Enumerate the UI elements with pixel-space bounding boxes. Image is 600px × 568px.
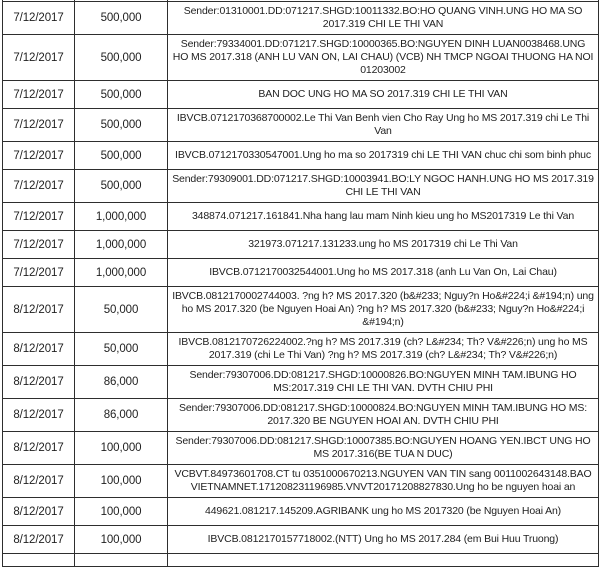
table-row — [3, 526, 599, 554]
table-row — [3, 109, 599, 142]
description-cell: IBVCB.0712170330547001.Ung ho ma so 2017319 chi LE THI VAN chuc chi som binh phuc — [168, 142, 599, 170]
amount-cell: 500,000 — [75, 81, 168, 109]
description-cell: Sender:79307006.DD:081217.SHGD:10007385.BO:NGUYEN HOANG YEN.IBCT UNG HO MS 2017.316(BE TUA N DUC) — [168, 432, 599, 465]
amount-cell: 100,000 — [75, 465, 168, 498]
table-row — [3, 366, 599, 399]
date-cell: 8/12/2017 — [3, 432, 75, 465]
date-cell: 7/12/2017 — [3, 231, 75, 259]
table-row — [3, 259, 599, 287]
amount-cell: 500,000 — [75, 142, 168, 170]
amount-cell: 86,000 — [75, 399, 168, 432]
amount-cell: 1,000,000 — [75, 203, 168, 231]
amount-cell: 500,000 — [75, 170, 168, 203]
date-cell: 7/12/2017 — [3, 81, 75, 109]
table-row — [3, 81, 599, 109]
amount-cell: 500,000 — [75, 109, 168, 142]
table-row — [3, 287, 599, 333]
table-row — [3, 465, 599, 498]
description-cell: IBVCB.0712170032544001.Ung ho MS 2017.318 (anh Lu Van On, Lai Chau) — [168, 259, 599, 287]
table-row — [3, 399, 599, 432]
amount-cell: 500,000 — [75, 2, 168, 35]
description-cell: Sender:79307006.DD:081217.SHGD:10000824.BO:NGUYEN MINH TAM.IBUNG HO MS: 2017.320 BE NGUYEN HOAI AN. DVTH CHIU PHI — [168, 399, 599, 432]
date-cell: 8/12/2017 — [3, 399, 75, 432]
table-row — [3, 432, 599, 465]
table-row — [3, 498, 599, 526]
date-cell: 8/12/2017 — [3, 465, 75, 498]
date-cell: 7/12/2017 — [3, 203, 75, 231]
table-row — [3, 35, 599, 81]
partial-cell — [168, 554, 599, 567]
date-cell: 7/12/2017 — [3, 35, 75, 81]
date-cell: 7/12/2017 — [3, 259, 75, 287]
amount-cell: 50,000 — [75, 333, 168, 366]
table-row — [3, 203, 599, 231]
description-cell: 348874.071217.161841.Nha hang lau mam Ninh kieu ung ho MS2017319 Le thi Van — [168, 203, 599, 231]
donation-table — [2, 0, 599, 567]
amount-cell: 1,000,000 — [75, 231, 168, 259]
table-row — [3, 170, 599, 203]
description-cell: 449621.081217.145209.AGRIBANK ung ho MS 2017320 (be Nguyen Hoai An) — [168, 498, 599, 526]
partial-cell — [3, 554, 75, 567]
date-cell: 8/12/2017 — [3, 366, 75, 399]
table-row — [3, 231, 599, 259]
table-row — [3, 333, 599, 366]
date-cell: 7/12/2017 — [3, 170, 75, 203]
table-row — [3, 2, 599, 35]
amount-cell: 100,000 — [75, 526, 168, 554]
description-cell: Sender:79309001.DD:071217.SHGD:10003941.BO:LY NGOC HANH.UNG HO MS 2017.319 CHI LE THI VAN — [168, 170, 599, 203]
amount-cell: 100,000 — [75, 432, 168, 465]
description-cell: IBVCB.0812170157718002.(NTT) Ung ho MS 2017.284 (em Bui Huu Truong) — [168, 526, 599, 554]
description-cell: IBVCB.0812170726224002.?ng h? MS 2017.319 (ch? L&#234; Th? V&#226;n) ung ho MS 2017.319 (chi Le Thi Van) ?ng h? MS 2017.319 (ch? L&#234; Th? V&#226;n) — [168, 333, 599, 366]
amount-cell: 86,000 — [75, 366, 168, 399]
description-cell: VCBVT.84973601708.CT tu 0351000670213.NGUYEN VAN TIN sang 0011002643148.BAO VIETNAMNET.171208231196985.VNVT20171208827830.Ung ho be nguyen hoai an — [168, 465, 599, 498]
date-cell: 7/12/2017 — [3, 142, 75, 170]
description-cell: 321973.071217.131233.ung ho MS 2017319 chi Le Thi Van — [168, 231, 599, 259]
date-cell: 7/12/2017 — [3, 2, 75, 35]
description-cell: IBVCB.0712170368700002.Le Thi Van Benh vien Cho Ray Ung ho MS 2017.319 chi Le Thi Van — [168, 109, 599, 142]
amount-cell: 1,000,000 — [75, 259, 168, 287]
description-cell: BAN DOC UNG HO MA SO 2017.319 CHI LE THI VAN — [168, 81, 599, 109]
amount-cell: 100,000 — [75, 498, 168, 526]
table-row — [3, 142, 599, 170]
description-cell: IBVCB.0812170002744003. ?ng h? MS 2017.320 (b&#233; Nguy?n Ho&#224;i &#194;n) ung ho MS 2017.320 (be Nguyen Hoai An) ?ng h? MS 2017.320 (b&#233; Nguy?n Ho&#224;i &#194;n) — [168, 287, 599, 333]
description-cell: Sender:79334001.DD:071217.SHGD:10000365.BO:NGUYEN DINH LUAN0038468.UNG HO MS 2017.318 (ANH LU VAN ON, LAI CHAU) (VCB) NH TMCP NGOAI THUONG HA NOI 01203002 — [168, 35, 599, 81]
description-cell: Sender:01310001.DD:071217.SHGD:10011332.BO:HO QUANG VINH.UNG HO MA SO 2017.319 CHI LE THI VAN — [168, 2, 599, 35]
partial-row-bottom — [3, 554, 599, 567]
date-cell: 8/12/2017 — [3, 498, 75, 526]
partial-cell — [75, 554, 168, 567]
date-cell: 8/12/2017 — [3, 526, 75, 554]
description-cell: Sender:79307006.DD:081217.SHGD:10000826.BO:NGUYEN MINH TAM.IBUNG HO MS:2017.319 CHI LE THI VAN. DVTH CHIU PHI — [168, 366, 599, 399]
date-cell: 7/12/2017 — [3, 109, 75, 142]
date-cell: 8/12/2017 — [3, 333, 75, 366]
amount-cell: 50,000 — [75, 287, 168, 333]
date-cell: 8/12/2017 — [3, 287, 75, 333]
amount-cell: 500,000 — [75, 35, 168, 81]
